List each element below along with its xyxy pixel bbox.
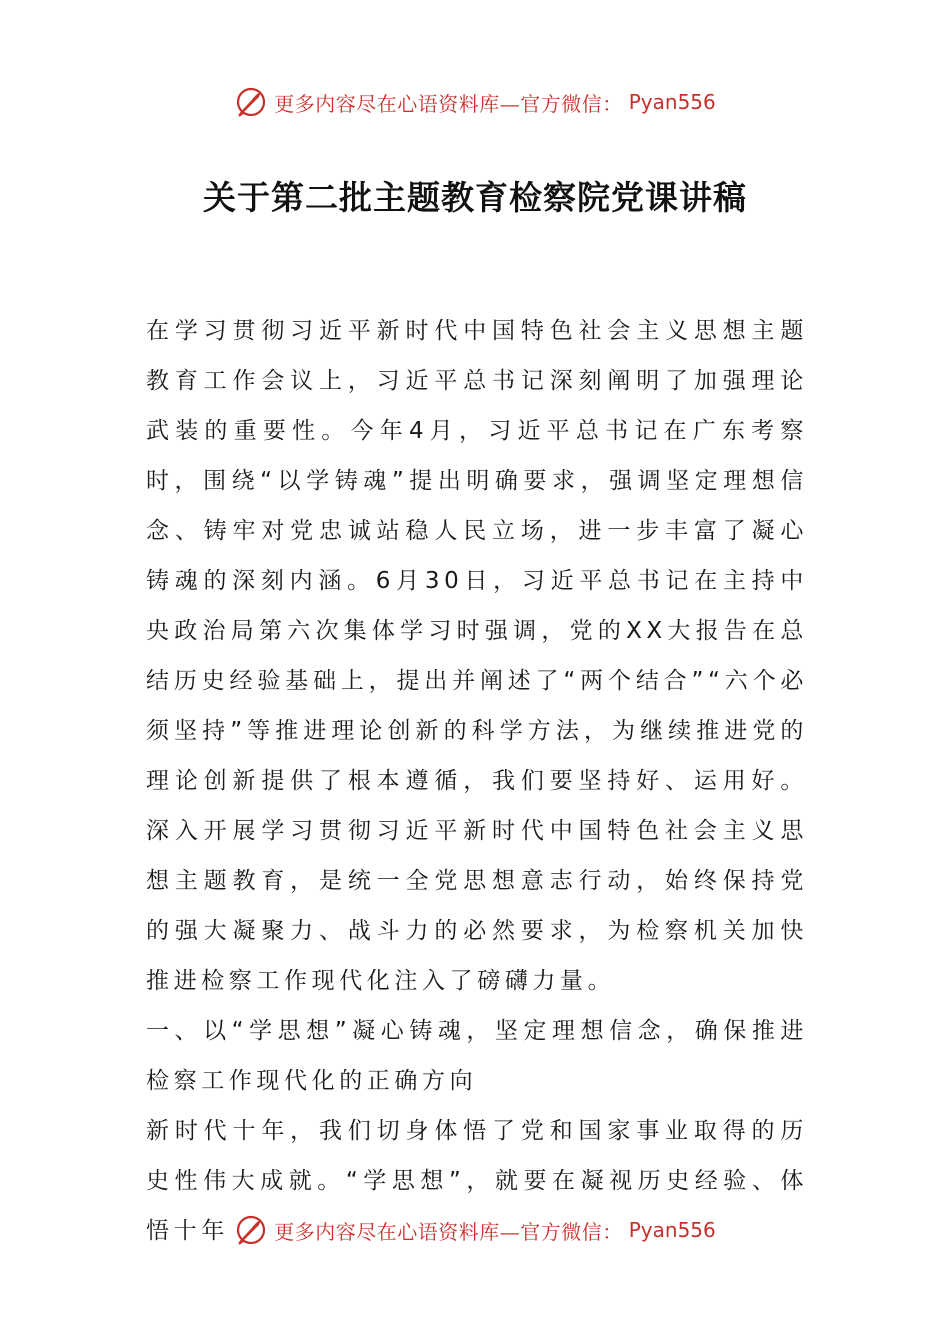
footer-banner-text: 更多内容尽在心语资料库—官方微信： [274, 1219, 623, 1244]
paragraph-section-1: 新时代十年，我们切身体悟了党和国家事业取得的历史性伟大成就。“学思想”，就要在凝视历史经验、体悟十年 [146, 1118, 808, 1244]
quill-pen-logo-icon [234, 1213, 268, 1247]
footer-banner-contact: Pyan556 [628, 1218, 716, 1242]
section-heading-1: 一、以“学思想”凝心铸魂，坚定理想信念，确保推进检察工作现代化的正确方向 [146, 1018, 808, 1094]
header-banner-text: 更多内容尽在心语资料库—官方微信： [274, 91, 623, 116]
header-banner [0, 82, 950, 122]
document-title: 关于第二批主题教育检察院党课讲稿 [203, 178, 747, 217]
document-body [146, 306, 808, 1256]
paragraph-intro: 在学习贯彻习近平新时代中国特色社会主义思想主题教育工作会议上，习近平总书记深刻阐明了加强理论武装的重要性。今年4月，习近平总书记在广东考察时，围绕“以学铸魂”提出明确要求，强调坚定理想信念、铸牢对党忠诚站稳人民立场，进一步丰富了凝心铸魂的深刻内涵。6月30日，习近平总书记在主持中央政治局第六次集体学习时强调，党的XX大报告在总结历史经验基础上，提出并阐述了“两个结合”“六个必须坚持”等推进理论创新的科学方法，为继续推进党的理论创新提供了根本遵循，我们要坚持好、运用好。深入开展学习贯彻习近平新时代中国特色社会主义思想主题教育，是统一全党思想意志行动，始终保持党的强大凝聚力、战斗力的必然要求，为检察机关加快推进检察工作现代化注入了磅礴力量。 [146, 318, 808, 994]
quill-pen-logo-icon [234, 85, 268, 119]
header-banner-contact: Pyan556 [628, 90, 716, 114]
footer-banner [0, 1210, 950, 1250]
